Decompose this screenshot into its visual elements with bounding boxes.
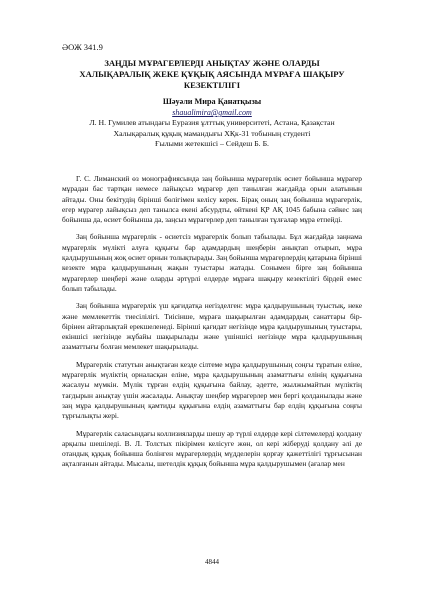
body-paragraph: Мұрагерлік статутын анықтаған кезде сілтеме мұра қалдырушының соңғы тұратын еліне, мұрагерлік мүліктің орналасқан еліне, мұра қалдырушының азаматтығы елінің құқығына жасалуы мүмкін. Мүлік тұрған елдің құқығына байлау, әдетте, жылжымайтын мүліктің тағдырын анықтау үшін жасалады. Анықтау шеңбер мұрагерлер мен бергі қолданылады және заң мұра қалдырушының қамтиды құқығына елдің азаматтығы бар елдің құқығына соңғы тұрғылықты жері.	[62, 359, 362, 421]
body-paragraph: Заң бойынша мұрагерлік - өсиетсіз мұрагерлік болып табылады. Бұл жағдайда заңнама мұрагерлік мүлікті алуға құқығы бар адамдардың шеңберін анықтап отырып, мұра қалдырушының жоқ өсиет орнын толықтырады. Заң бойынша мұрагерлердің қатарына бірінші кезекте мұра қалдырушының жақын туыстары жатады. Сонымен бірге заң бойынша мұрагерлер шеңбері және оларды әртүрлі елдерде мұраға шақыру кезектілігі бірдей емес болып табылады.	[62, 232, 362, 293]
body-paragraph: Г. С. Лиманский өз монографиясында заң бойынша мұрагерлік өсиет бойынша мұрагер мұрадан бас тартқан немесе лайықсыз мұрагер деп танылған жағдайда орын алатынын айтады. Оны бекітудің бірінші бөлігімен келісу керек. Бірақ оның заң бойынша мұрагерлік, егер мұрагер лайықсыз деп танылса екені абсурдты, өйткені ҚР АҚ 1045 бабына сәйкес заң бойынша да, өсиет бойынша да, заңсыз мұрагерлер деп танылған тұлғалар мұра етпейді.	[62, 174, 362, 225]
title-line: КЕЗЕКТІЛІГІ	[183, 80, 241, 90]
title-line: ХАЛЫҚАРАЛЫҚ ЖЕКЕ ҚҰҚЫҚ АЯСЫНДА МҰРАҒА ШАҚЫРУ	[79, 69, 345, 79]
body-paragraph: Мұрагерлік саласындағы коллизияларды шешу әр түрлі елдерде кері сілтемелерді қолдану арқылы шешіледі. В. Л. Толстых пікірімен келісуге жөн, ол кері жіберуді қолдану әлі де отандық құқық бойынша болінген мұрагерлердің мүдделерін қорғау қажеттілігі тұрғысынан ақталғанын айтады. Мысалы, шетелдік құқық бойынша мұра қалдырушымен (ағалар мен	[62, 428, 362, 469]
article-title	[52, 58, 372, 91]
affiliation-line: Л. Н. Гумилев атындағы Еуразия ұлттық университеті, Астана, Қазақстан	[89, 118, 335, 127]
affiliation	[52, 118, 372, 150]
article-body	[62, 174, 362, 477]
author-email[interactable]: shaualimira@gmail.com	[172, 108, 252, 117]
affiliation-line: Халықаралық құқық мамандығы ХҚк-31 тобының студенті	[113, 128, 311, 138]
page-number: 4844	[205, 558, 219, 566]
author-name: Шәуәли Мира Қанатқызы	[162, 97, 262, 106]
title-line: ЗАҢДЫ МҰРАГЕРЛЕРДІ АНЫҚТАУ ЖӘНЕ ОЛАРДЫ	[104, 58, 320, 68]
body-paragraph: Заң бойынша мұрагерлік үш қағидатқа негізделген: мұра қалдырушының туыстық, неке және мемлекеттік тиесілілігі. Тиісінше, мұраға шақырылған адамдардың санаттары бір-бірінен айтарлықтай ерекшеленеді. Бірінші қағидат негізінде мұра қалдырушының туыстары, екіншісі негізінде жұбайы шақырылады және үшіншісі негізінде мұра қалдырушының азаматтығы болған мемлекет шақырылады.	[62, 301, 362, 352]
affiliation-line: Ғылыми жетекшісі – Сейдеш Б. Б.	[154, 139, 270, 148]
udc-code: ӘОЖ 341.9	[62, 42, 103, 52]
